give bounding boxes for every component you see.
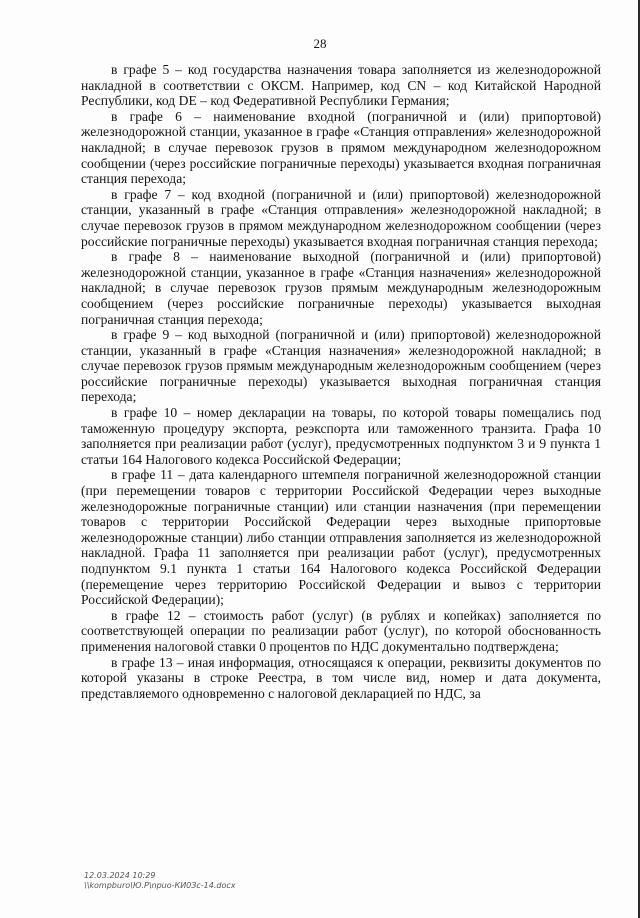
paragraph-column-7: в графе 7 – код входной (пограничной и (или) припортовой) железнодорожной станции, указанный в графе «Станция отправления» железнодорожной накладной; в случае перевозок грузов в прямом международном железнодорожном сообщении (через российские пограничные переходы) указывается входная пограничная станция перехода; xyxy=(81,186,601,249)
paragraph-column-13: в графе 13 – иная информация, относящаяся к операции, реквизиты документов по которой указаны в строке Реестра, в том числе вид, номер и дата документа, представляемого одновременно с налоговой декларацией по НДС, за xyxy=(81,654,601,701)
document-body xyxy=(81,62,601,701)
paragraph-column-8: в графе 8 – наименование выходной (пограничной и (или) припортовой) железнодорожной станции, указанное в графе «Станция назначения» железнодорожной накладной; в случае перевозок грузов прямым международным железнодорожным сообщением (через российские пограничные переходы) указывается выходная пограничная станция перехода; xyxy=(81,249,601,327)
file-footer xyxy=(84,871,236,891)
paragraph-column-10: в графе 10 – номер декларации на товары, по которой товары помещались под таможенную процедуру экспорта, реэкспорта или таможенного транзита. Графа 10 заполняется при реализации работ (услуг), предусмотренных подпунктом 3 и 9 пункта 1 статьи 164 Налогового кодекса Российской Федерации; xyxy=(81,405,601,467)
paragraph-column-12: в графе 12 – стоимость работ (услуг) (в рублях и копейках) заполняется по соответствующей операции по реализации работ (услуг), по которой обоснованность применения налоговой ставки 0 процентов по НДС документально подтверждена; xyxy=(81,607,601,654)
footer-file-path: \\kompburo\Ю.Р\npuo-КИ0Зс-14.docx xyxy=(84,881,236,890)
page-number: 28 xyxy=(313,36,327,51)
paragraph-column-5: в графе 5 – код государства назначения товара заполняется из железнодорожной накладной в соответствии с ОКСМ. Например, код CN – код Китайской Народной Республики, код DE – код Федеративной Республики Германия; xyxy=(81,62,601,109)
footer-timestamp: 12.03.2024 10:29 xyxy=(84,871,156,880)
paragraph-column-9: в графе 9 – код выходной (пограничной и (или) припортовой) железнодорожной станции, указанный в графе «Станция назначения» железнодорожной накладной; в случае перевозок грузов прямым международным железнодорожным сообщением (через российские пограничные переходы) указывается выходная пограничная станция перехода; xyxy=(81,327,601,405)
paragraph-column-11: в графе 11 – дата календарного штемпеля пограничной железнодорожной станции (при перемещении товаров с территории Российской Федерации через выходные железнодорожные пограничные станции) или станции назначения (при перемещении товаров с территории Российской Федерации через выходные припортовые железнодорожные станции) либо станции отправления заполняется из железнодорожной накладной. Графа 11 заполняется при реализации работ (услуг), предусмотренных подпунктом 9.1 пункта 1 статьи 164 Налогового кодекса Российской Федерации (перемещение через территорию Российской Федерации и вывоз с территории Российской Федерации); xyxy=(81,467,601,608)
paragraph-column-6: в графе 6 – наименование входной (пограничной и (или) припортовой) железнодорожной станции, указанное в графе «Станция отправления» железнодорожной накладной; в случае перевозок грузов в прямом международном железнодорожном сообщении (через российские пограничные переходы) указывается входная пограничная станция перехода; xyxy=(81,108,601,187)
